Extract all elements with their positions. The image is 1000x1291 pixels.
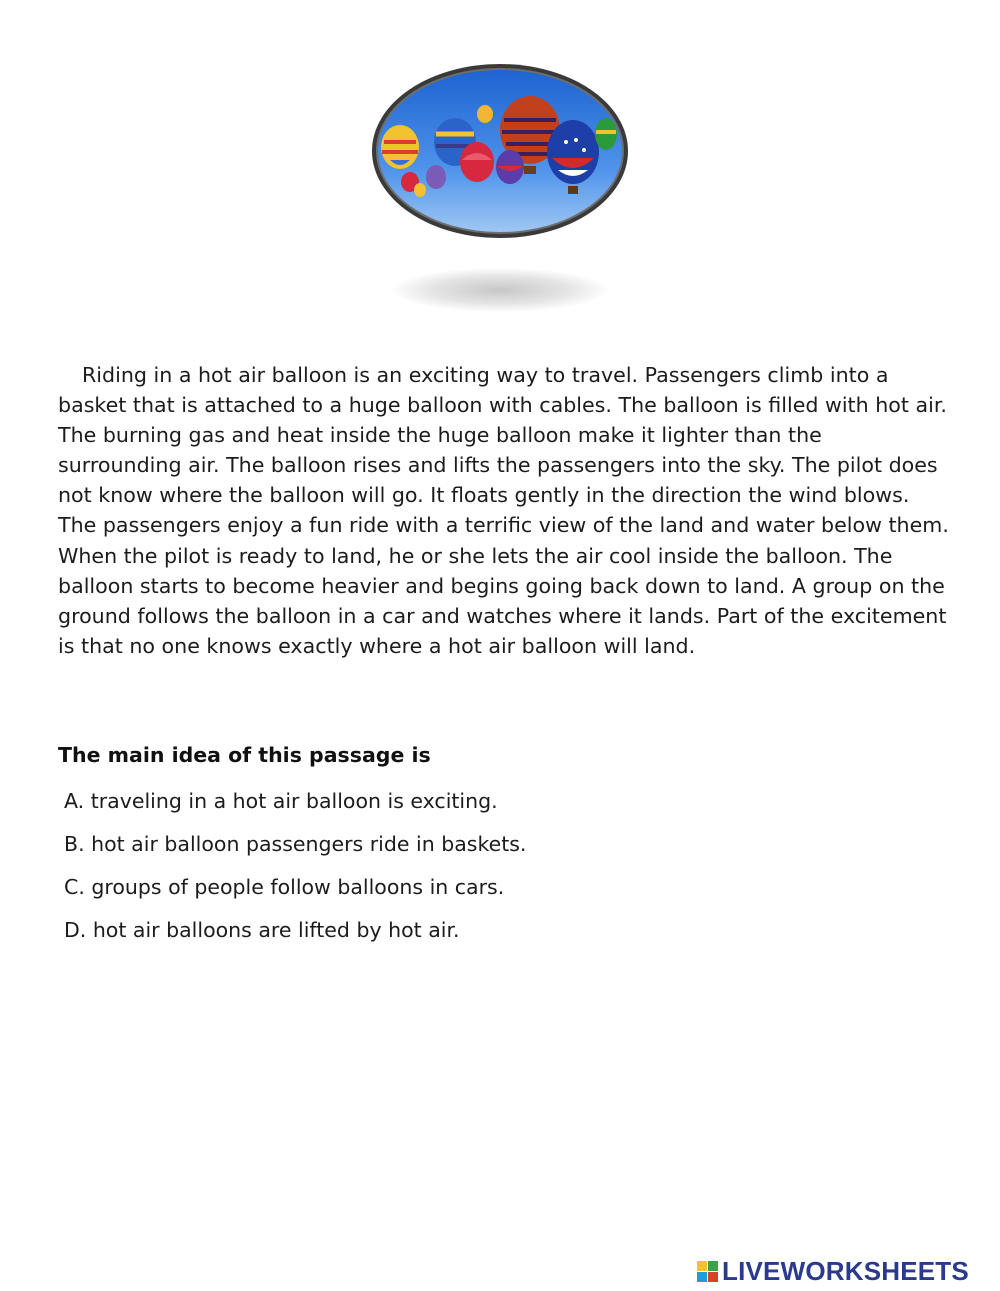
option-c[interactable]: C. groups of people follow balloons in cars. xyxy=(64,875,505,899)
answer-options xyxy=(64,786,526,958)
option-a[interactable]: A. traveling in a hot air balloon is exciting. xyxy=(64,789,498,813)
question-prompt: The main idea of this passage is xyxy=(58,743,431,767)
balloons-photo xyxy=(370,62,630,240)
liveworksheets-logo xyxy=(697,1255,969,1287)
reading-passage: Riding in a hot air balloon is an exciting way to travel. Passengers climb into a basket that is attached to a huge balloon with cables. The balloon is filled with hot air. The burning gas and heat inside the huge balloon make it lighter than the surrounding air. The balloon rises and lifts the passengers into the sky. The pilot does not know where the balloon will go. It floats gently in the direction the wind blows. The passengers enjoy a fun ride with a terrific view of the land and water below them. When the pilot is ready to land, he or she lets the air cool inside the balloon. The balloon starts to become heavier and begins going back down to land. A group on the ground follows the balloon in a car and watches where it lands. Part of the excitement is that no one knows exactly where a hot air balloon will land. xyxy=(58,363,949,658)
balloon-yellow-left xyxy=(381,125,419,169)
brand-name: LIVEWORKSHEETS xyxy=(722,1255,969,1286)
option-d[interactable]: D. hot air balloons are lifted by hot air. xyxy=(64,918,460,942)
photo-shadow xyxy=(392,268,608,312)
option-b[interactable]: B. hot air balloon passengers ride in baskets. xyxy=(64,832,527,856)
balloon-red xyxy=(460,142,494,182)
logo-blocks-icon xyxy=(697,1261,718,1282)
balloon-purple xyxy=(496,150,524,184)
